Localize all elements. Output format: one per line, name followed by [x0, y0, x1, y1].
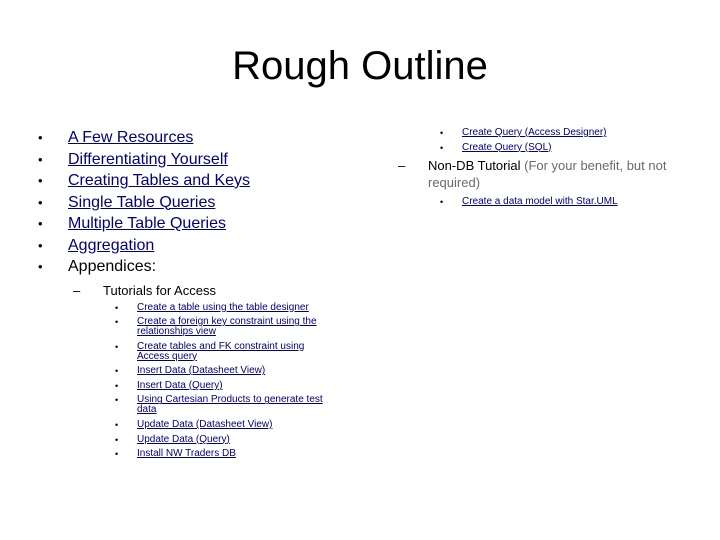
bullet: • [115, 434, 119, 445]
bullet: • [115, 449, 119, 460]
tutorial-item[interactable] [115, 449, 330, 459]
tutorial-item[interactable] [115, 395, 330, 415]
bullet: • [440, 142, 444, 153]
dash-bullet: – [73, 282, 81, 298]
tutorial-item[interactable] [115, 381, 330, 391]
tutorials-access-label: Tutorials for Access [103, 282, 216, 298]
appendices-label: Appendices: [68, 258, 157, 275]
topic-item[interactable] [38, 127, 358, 149]
tutorial-item[interactable] [440, 128, 670, 138]
topic-item[interactable] [38, 192, 358, 214]
bullet: • [115, 317, 119, 328]
topic-link-differentiating[interactable]: Differentiating Yourself [68, 150, 228, 168]
nondb-list [398, 157, 678, 191]
bullet: • [115, 380, 119, 391]
query-tutorials-list [440, 128, 670, 153]
topic-link-resources[interactable]: A Few Resources [68, 129, 194, 146]
tutorial-link[interactable]: Install NW Traders DB [137, 448, 236, 460]
tutorial-item[interactable] [440, 143, 670, 153]
tutorial-item[interactable] [115, 366, 330, 376]
topic-item[interactable] [38, 213, 358, 235]
topic-link-creating-tables[interactable]: Creating Tables and Keys [68, 172, 251, 189]
topic-item[interactable] [38, 170, 358, 192]
tutorial-link-staruml[interactable]: Create a data model with Star.UML [462, 196, 618, 208]
tutorial-item[interactable] [115, 303, 330, 313]
nondb-tutorials-list [440, 197, 670, 207]
tutorial-link[interactable]: Using Cartesian Products to generate test data [137, 394, 323, 416]
tutorial-item[interactable] [115, 317, 330, 337]
tutorial-link-query-sql[interactable]: Create Query (SQL) [462, 141, 552, 153]
tutorial-link[interactable]: Create a table using the table designer [137, 301, 309, 313]
appendix-list [73, 282, 358, 299]
tutorial-link[interactable]: Insert Data (Datasheet View) [137, 365, 266, 377]
tutorial-item[interactable] [115, 420, 330, 430]
bullet: • [115, 302, 119, 313]
tutorial-link[interactable]: Update Data (Query) [137, 433, 230, 445]
bullet: • [115, 395, 119, 406]
tutorial-link-query-designer[interactable]: Create Query (Access Designer) [462, 127, 607, 138]
bullet: • [115, 420, 119, 431]
nondb-label: Non-DB Tutorial [428, 158, 521, 174]
dash-bullet: – [398, 158, 406, 174]
tutorial-item[interactable] [115, 435, 330, 445]
slide-title: Rough Outline [232, 44, 488, 88]
tutorial-item[interactable] [115, 342, 330, 362]
bullet: • [440, 128, 444, 138]
topic-link-aggregation[interactable]: Aggregation [68, 236, 155, 254]
main-topics-list [38, 127, 358, 278]
topic-item[interactable] [38, 149, 358, 171]
bullet: • [115, 341, 119, 352]
topic-link-multiple-table[interactable]: Multiple Table Queries [68, 215, 227, 232]
right-outline [398, 128, 688, 212]
tutorial-link[interactable]: Create a foreign key constraint using the relationships view [137, 316, 317, 338]
tutorials-access-item [73, 282, 358, 299]
nondb-item [398, 157, 678, 191]
nondb-note: (For your benefit, but not required) [428, 158, 667, 191]
tutorial-link[interactable]: Insert Data (Query) [137, 379, 223, 391]
topic-item[interactable] [38, 235, 358, 257]
left-outline [38, 127, 358, 464]
bullet: • [115, 366, 119, 377]
tutorial-link[interactable]: Update Data (Datasheet View) [137, 419, 273, 431]
access-tutorials-list [115, 303, 330, 460]
topic-item [38, 256, 358, 278]
bullet: • [440, 197, 444, 208]
tutorial-item[interactable] [440, 197, 670, 207]
topic-link-single-table[interactable]: Single Table Queries [68, 193, 216, 211]
tutorial-link[interactable]: Create tables and FK constraint using Access query [137, 340, 305, 362]
